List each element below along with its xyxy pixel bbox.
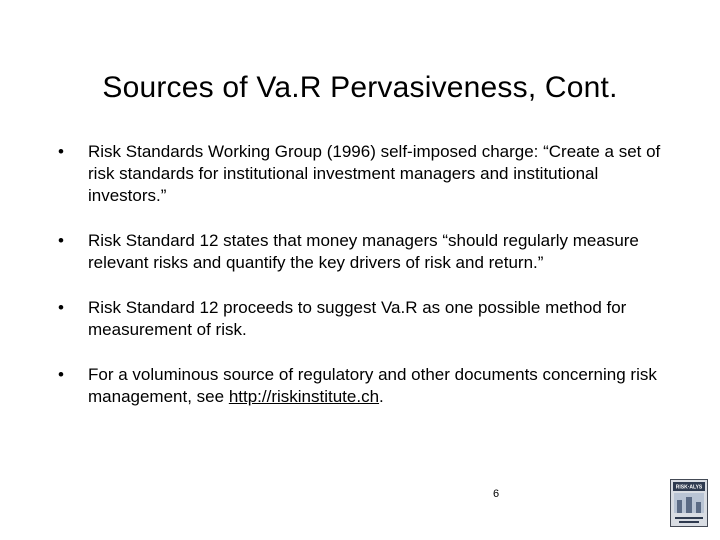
book-picture-column bbox=[686, 497, 692, 513]
bullet-text: Risk Standard 12 states that money managers “should regularly measure relevant risks and quantify the key drivers of risk and return.” bbox=[88, 231, 639, 272]
bullet-item bbox=[58, 230, 678, 274]
riskinstitute-link[interactable]: http://riskinstitute.ch bbox=[228, 387, 380, 406]
bullet-list bbox=[58, 141, 678, 408]
bullet-item bbox=[58, 141, 678, 207]
bullet-text: Risk Standards Working Group (1996) self-imposed charge: “Create a set of risk standards for institutional investment managers and institutional investors.” bbox=[88, 142, 661, 205]
bullet-text-before-link: For a voluminous source of regulatory and other documents concerning risk management, see bbox=[88, 365, 657, 406]
book-title-text: RISK·ALYS bbox=[675, 484, 703, 491]
bullet-marker: • bbox=[58, 142, 64, 161]
book-picture-column bbox=[677, 500, 682, 513]
slide-title: Sources of Va.R Pervasiveness, Cont. bbox=[102, 71, 618, 104]
bullet-marker: • bbox=[58, 231, 64, 250]
book-subtitle-line bbox=[675, 517, 703, 519]
bullet-marker: • bbox=[58, 365, 64, 384]
book-cover-thumbnail bbox=[670, 479, 708, 527]
bullet-item bbox=[58, 364, 678, 408]
bullet-text bbox=[88, 365, 657, 406]
bullet-text: Risk Standard 12 proceeds to suggest Va.R as one possible method for measurement of risk. bbox=[88, 298, 627, 339]
book-cover-art bbox=[671, 480, 707, 526]
bullet-marker: • bbox=[58, 298, 64, 317]
book-picture-column bbox=[696, 502, 701, 513]
book-subtitle-line bbox=[679, 521, 699, 523]
bullet-text-after-link: . bbox=[379, 387, 384, 406]
bullet-item bbox=[58, 297, 678, 341]
page-number: 6 bbox=[492, 488, 500, 500]
